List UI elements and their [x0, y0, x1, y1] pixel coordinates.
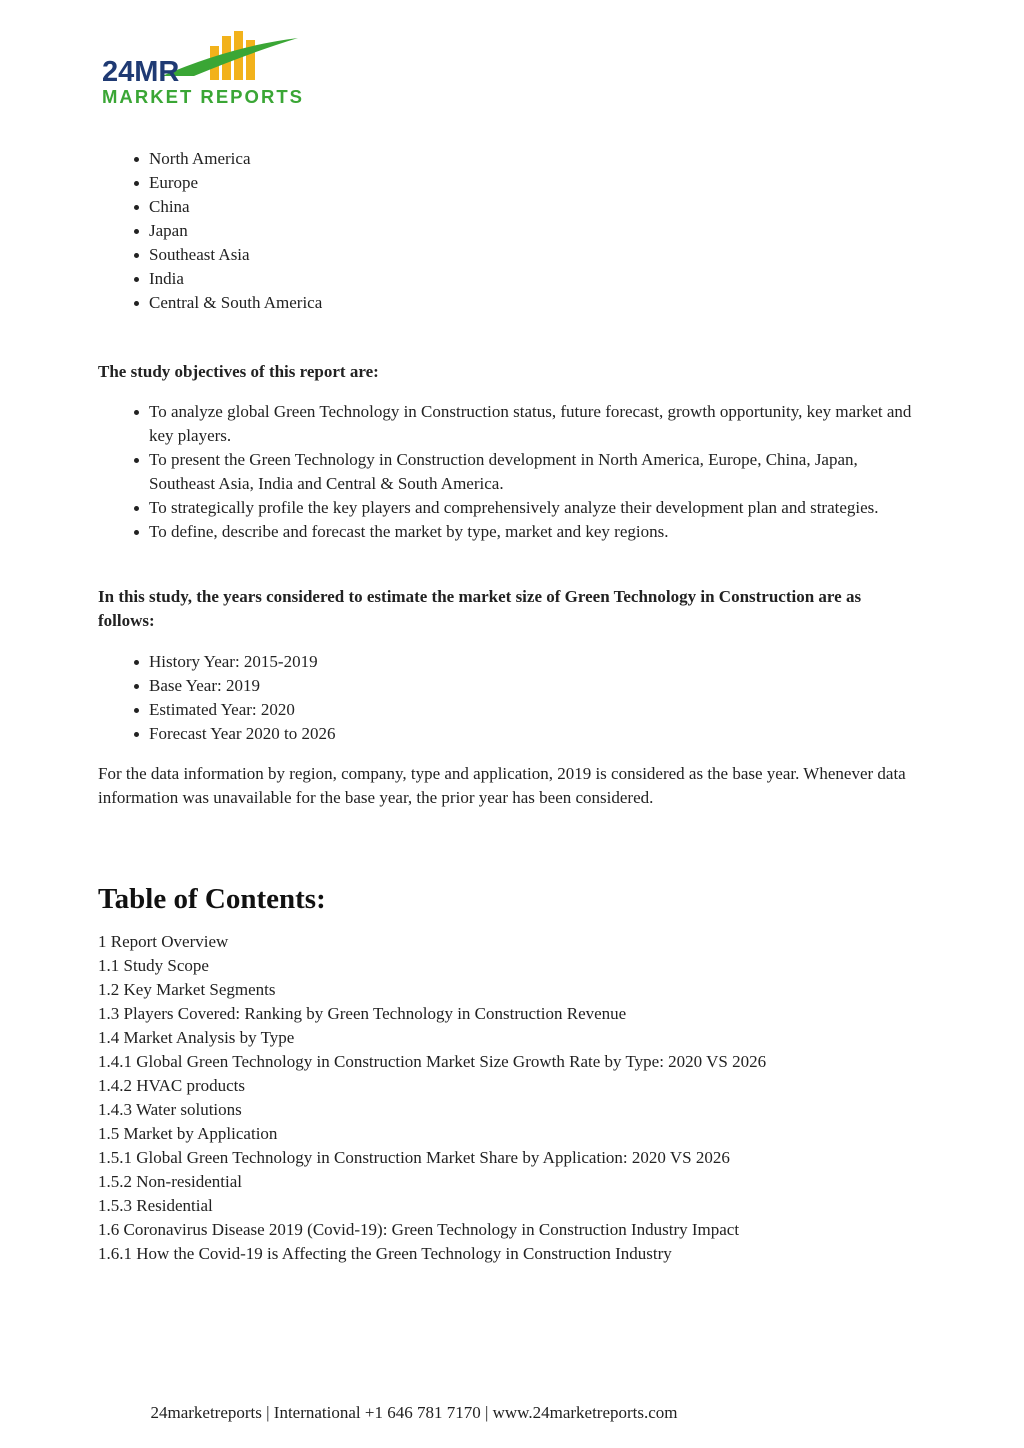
list-item: North America	[149, 147, 918, 171]
toc-item: 1.4.1 Global Green Technology in Construction Market Size Growth Rate by Type: 2020 VS 2026	[98, 1052, 767, 1071]
years-list	[98, 650, 918, 746]
logo-text-market-reports: MARKET REPORTS	[102, 86, 302, 107]
toc-item: 1 Report Overview	[98, 932, 229, 951]
list-item: To strategically profile the key players and comprehensively analyze their development plan and strategies.	[149, 496, 918, 520]
toc-item: 1.1 Study Scope	[98, 956, 209, 975]
list-item: Estimated Year: 2020	[149, 698, 918, 722]
toc-item: 1.5.3 Residential	[98, 1196, 213, 1215]
toc-item: 1.4.3 Water solutions	[98, 1100, 242, 1119]
toc-item: 1.5.1 Global Green Technology in Construction Market Share by Application: 2020 VS 2026	[98, 1148, 730, 1167]
page-footer: 24marketreports | International +1 646 781 7170 | www.24marketreports.com	[150, 1403, 678, 1422]
list-item: Forecast Year 2020 to 2026	[149, 722, 918, 746]
toc-item: 1.6 Coronavirus Disease 2019 (Covid-19): Green Technology in Construction Industry Impact	[98, 1220, 740, 1239]
list-item: History Year: 2015-2019	[149, 650, 918, 674]
list-item: India	[149, 267, 918, 291]
years-heading: In this study, the years considered to estimate the market size of Green Technology in Construction are as follows:	[98, 587, 862, 630]
list-item: Southeast Asia	[149, 243, 918, 267]
toc-item: 1.6.1 How the Covid-19 is Affecting the Green Technology in Construction Industry	[98, 1244, 672, 1263]
list-item: Japan	[149, 219, 918, 243]
toc-item: 1.4 Market Analysis by Type	[98, 1028, 295, 1047]
logo-graphic	[102, 28, 307, 108]
regions-list	[98, 147, 918, 315]
toc-item: 1.5 Market by Application	[98, 1124, 278, 1143]
list-item: Central & South America	[149, 291, 918, 315]
toc-title: Table of Contents:	[98, 883, 326, 915]
toc-item: 1.5.2 Non-residential	[98, 1172, 242, 1191]
list-item: Europe	[149, 171, 918, 195]
list-item: China	[149, 195, 918, 219]
company-logo	[102, 28, 307, 108]
toc-item: 1.2 Key Market Segments	[98, 980, 276, 999]
list-item: To define, describe and forecast the market by type, market and key regions.	[149, 520, 918, 544]
list-item: To analyze global Green Technology in Construction status, future forecast, growth opportunity, key market and key players.	[149, 400, 918, 448]
objectives-list	[98, 400, 918, 544]
objectives-heading: The study objectives of this report are:	[98, 362, 379, 381]
list-item: Base Year: 2019	[149, 674, 918, 698]
toc-item: 1.3 Players Covered: Ranking by Green Technology in Construction Revenue	[98, 1004, 627, 1023]
toc-item: 1.4.2 HVAC products	[98, 1076, 246, 1095]
base-year-note: For the data information by region, company, type and application, 2019 is considered as the base year. Whenever data information was unavailable for the base year, the prior year has been considered.	[98, 764, 906, 807]
toc-list	[98, 930, 918, 1266]
list-item: To present the Green Technology in Construction development in North America, Europe, China, Japan, Southeast Asia, India and Central & South America.	[149, 448, 918, 496]
logo-text-24mr: 24MR	[102, 56, 180, 88]
document-body	[98, 147, 918, 1266]
